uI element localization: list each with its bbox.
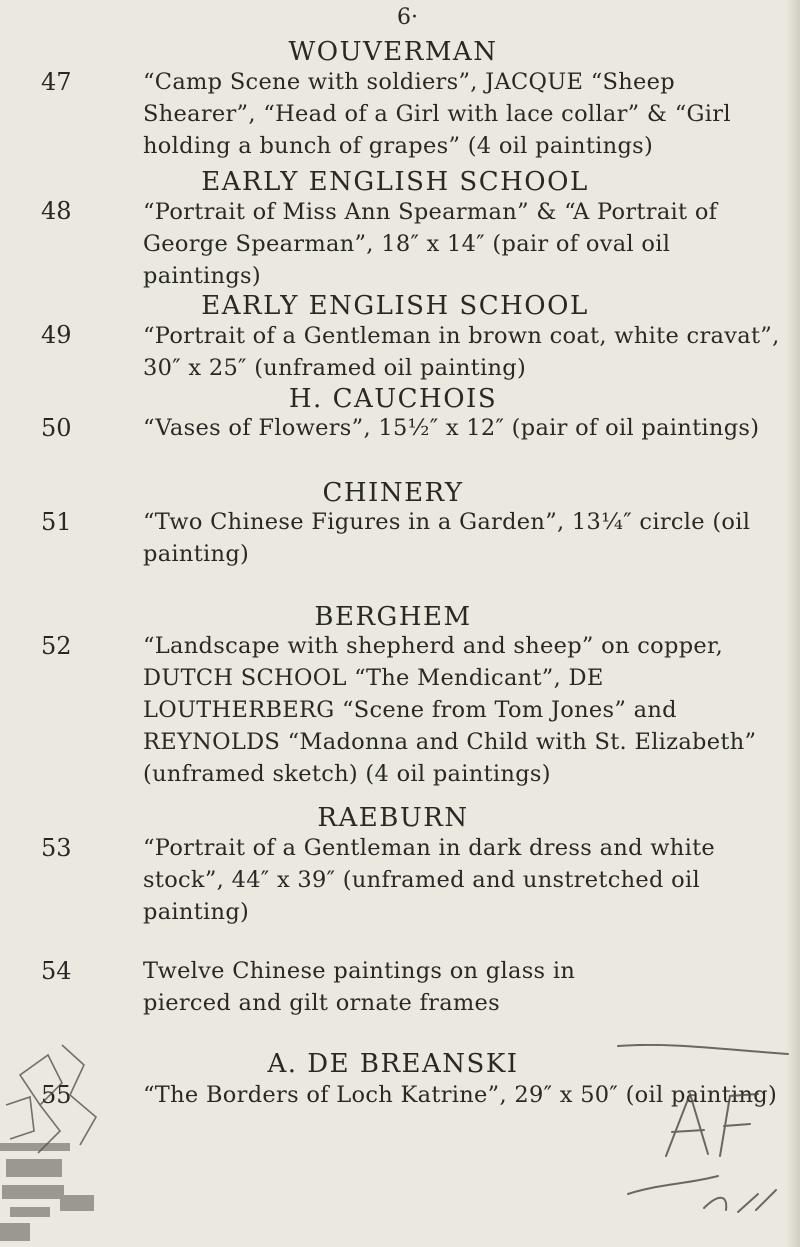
lot-number: 54	[41, 957, 72, 985]
lot-description: Twelve Chinese paintings on glass in pierced and gilt ornate frames	[143, 958, 576, 1016]
artist-name: RAEBURN	[317, 803, 469, 833]
library-stamp-image	[0, 1035, 112, 1247]
artist-name: H. CAUCHOIS	[288, 384, 498, 414]
lot-number: 50	[41, 414, 72, 442]
artist-name: A. DE BREANSKI	[267, 1049, 519, 1079]
lot-description: “The Borders of Loch Katrine”, 29″ x 50″ (oil painting)	[143, 1082, 778, 1108]
artist-name: WOUVERMAN	[288, 37, 498, 67]
page-number: 6·	[397, 5, 418, 30]
lot-description: “Landscape with shepherd and sheep” on copper, DUTCH SCHOOL “The Mendicant”, DE LOUTHERBERG “Scene from Tom Jones” and REYNOLDS “Madonna and Child with St. Elizabeth” (unframed sketch) (4 oil paintings)	[143, 633, 757, 787]
lot-number: 55	[41, 1081, 72, 1109]
lot-number: 49	[41, 321, 72, 349]
lot-description: “Portrait of a Gentleman in brown coat, white cravat”, 30″ x 25″ (unframed oil painting)	[143, 323, 780, 381]
artist-name: EARLY ENGLISH SCHOOL	[201, 167, 589, 197]
lot-description: “Vases of Flowers”, 15½″ x 12″ (pair of oil paintings)	[143, 415, 760, 441]
page-edge-shadow	[786, 0, 800, 1247]
artist-name: EARLY ENGLISH SCHOOL	[201, 291, 589, 321]
lot-number: 52	[41, 632, 72, 660]
lot-number: 47	[41, 68, 72, 96]
artist-name: CHINERY	[322, 478, 464, 508]
lot-description: “Portrait of a Gentleman in dark dress and white stock”, 44″ x 39″ (unframed and unstretched oil painting)	[143, 835, 716, 925]
lot-description: “Two Chinese Figures in a Garden”, 13¼″ circle (oil painting)	[143, 509, 751, 567]
lot-number: 53	[41, 834, 72, 862]
lot-description: “Portrait of Miss Ann Spearman” & “A Portrait of George Spearman”, 18″ x 14″ (pair of oval oil paintings)	[143, 199, 718, 289]
lot-number: 51	[41, 508, 72, 536]
lot-description: “Camp Scene with soldiers”, JACQUE “Sheep Shearer”, “Head of a Girl with lace collar” & “Girl holding a bunch of grapes” (4 oil paintings)	[143, 69, 731, 159]
lot-number: 48	[41, 197, 72, 225]
handwritten-annotation	[608, 1044, 798, 1219]
artist-name: BERGHEM	[314, 602, 472, 632]
